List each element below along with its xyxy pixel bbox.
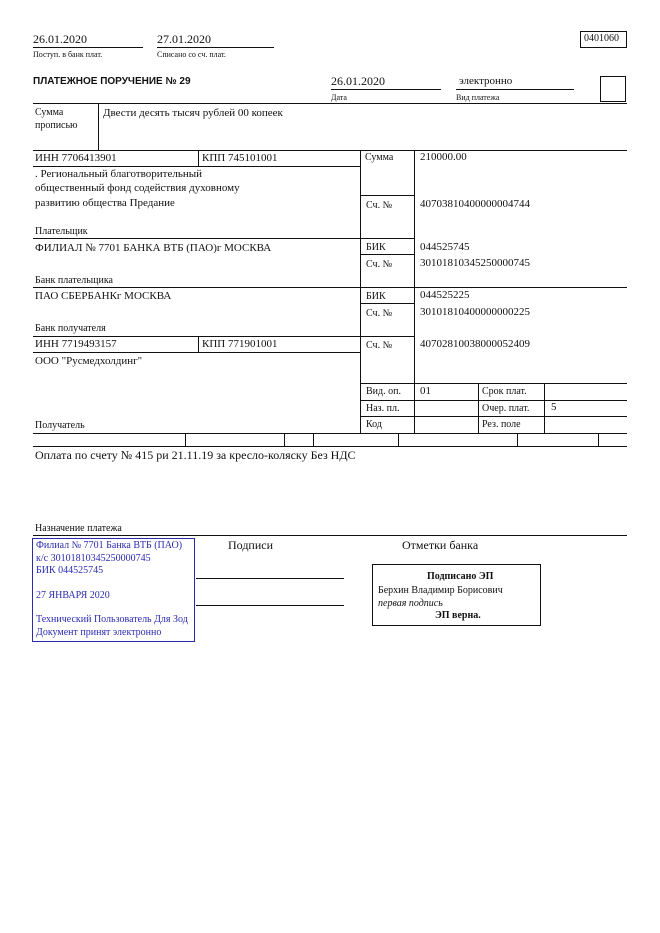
debited-date: 27.01.2020 <box>157 32 211 46</box>
sum-label: Сумма <box>365 152 394 163</box>
divider <box>185 433 186 446</box>
divider <box>360 150 361 433</box>
stamp-bik: БИК 044525745 <box>36 565 104 576</box>
divider <box>398 433 399 446</box>
divider <box>313 433 314 446</box>
bank-marks-label: Отметки банка <box>402 538 479 552</box>
received-label: Поступ. в банк плат. <box>33 50 103 59</box>
divider <box>360 254 414 255</box>
bank-stamp <box>32 538 195 642</box>
divider <box>33 287 627 288</box>
divider <box>33 166 360 167</box>
divider <box>360 400 627 401</box>
form-code-box <box>580 31 627 48</box>
amount-words-label-2: прописью <box>35 120 78 131</box>
payer-inn: ИНН 7706413901 <box>35 152 117 164</box>
divider <box>478 383 479 433</box>
ep-signer-role: первая подпись <box>378 598 443 609</box>
divider <box>33 47 143 48</box>
divider <box>360 416 627 417</box>
form-code: 0401060 <box>584 33 619 44</box>
purpose-text: Оплата по счету № 415 ри 21.11.19 за кресло-коляску Без НДС <box>35 448 356 462</box>
divider <box>598 433 599 446</box>
divider <box>157 47 274 48</box>
ep-title: Подписано ЭП <box>427 571 494 582</box>
divider <box>360 383 627 384</box>
divider <box>33 446 627 447</box>
divider <box>33 352 360 353</box>
vid-op-label: Вид. оп. <box>366 386 401 397</box>
stamp-user: Технический Пользователь Для Зод <box>36 614 188 625</box>
ep-signature-box <box>372 564 541 626</box>
payee-bank-bik-label: БИК <box>366 291 386 302</box>
page-title: ПЛАТЕЖНОЕ ПОРУЧЕНИЕ № 29 <box>33 76 191 87</box>
divider <box>198 336 199 352</box>
payee-label: Получатель <box>35 420 85 431</box>
divider <box>33 535 627 536</box>
payer-bank-bik: 044525745 <box>420 241 470 253</box>
divider <box>198 150 199 166</box>
srok-label: Срок плат. <box>482 386 527 397</box>
payee-kpp: КПП 771901001 <box>202 338 278 350</box>
payer-bank-corr-label: Сч. № <box>366 259 393 270</box>
payee-account-label: Сч. № <box>366 340 393 351</box>
payer-name-2: общественный фонд содействия духовному <box>35 182 240 194</box>
rez-label: Рез. поле <box>482 419 521 430</box>
stamp-accepted: Документ принят электронно <box>36 626 162 638</box>
divider <box>517 433 518 446</box>
divider <box>360 303 414 304</box>
payer-bank-bik-label: БИК <box>366 242 386 253</box>
payment-type: электронно <box>459 75 513 87</box>
payer-bank-corr: 30101810345250000745 <box>420 257 530 269</box>
payee-account: 40702810038000052409 <box>420 338 530 350</box>
kod-label: Код <box>366 419 382 430</box>
amount-words-value: Двести десять тысяч рублей 00 копеек <box>103 107 283 119</box>
payer-label: Плательщик <box>35 226 88 237</box>
payer-name-3: развитию общества Предание <box>35 197 175 209</box>
payee-bank-corr: 30101810400000000225 <box>420 306 530 318</box>
signature-line <box>196 578 344 579</box>
debited-label: Списано со сч. плат. <box>157 50 226 59</box>
order-date-label: Дата <box>331 93 347 102</box>
payment-type-label: Вид платежа <box>456 93 500 102</box>
vid-op: 01 <box>420 385 431 397</box>
divider <box>33 150 627 151</box>
empty-box <box>600 76 626 102</box>
divider <box>544 383 545 433</box>
received-date: 26.01.2020 <box>33 32 87 46</box>
sum-value: 210000.00 <box>420 151 467 163</box>
signature-line <box>196 605 344 606</box>
payee-bank-name: ПАО СБЕРБАНКг МОСКВА <box>35 290 172 302</box>
ep-signer-name: Берхин Владимир Борисович <box>378 585 503 596</box>
payee-inn: ИНН 7719493157 <box>35 338 117 350</box>
amount-words-label: Сумма <box>35 107 64 118</box>
payer-bank-name: ФИЛИАЛ № 7701 БАНКА ВТБ (ПАО)г МОСКВА <box>35 242 272 254</box>
stamp-corr-account: к/с 30101810345250000745 <box>36 552 151 564</box>
divider <box>284 433 285 446</box>
ep-status: ЭП верна. <box>435 610 481 621</box>
naz-pl-label: Наз. пл. <box>366 403 400 414</box>
divider <box>33 336 414 337</box>
payer-bank-label: Банк плательщика <box>35 275 113 286</box>
divider <box>33 433 627 434</box>
divider <box>98 103 99 150</box>
payer-account-label: Сч. № <box>366 200 393 211</box>
payee-bank-bik: 044525225 <box>420 289 470 301</box>
payee-name: ООО "Русмедхолдинг" <box>35 355 143 367</box>
divider <box>33 103 627 104</box>
stamp-date: 27 ЯНВАРЯ 2020 <box>36 589 110 601</box>
signatures-label: Подписи <box>228 538 274 552</box>
payee-bank-label: Банк получателя <box>35 323 106 334</box>
payer-account: 40703810400000004744 <box>420 198 530 210</box>
divider <box>33 238 414 239</box>
ocher: 5 <box>551 401 557 413</box>
divider <box>414 150 415 433</box>
ocher-label: Очер. плат. <box>482 403 530 414</box>
payer-name-1: . Региональный благотворительный <box>35 168 202 180</box>
payee-bank-corr-label: Сч. № <box>366 308 393 319</box>
purpose-label: Назначение платежа <box>35 523 122 534</box>
divider <box>456 89 574 90</box>
payer-kpp: КПП 745101001 <box>202 152 278 164</box>
order-date: 26.01.2020 <box>331 74 385 88</box>
stamp-bank-name: Филиал № 7701 Банка ВТБ (ПАО) <box>36 540 183 551</box>
divider <box>360 195 414 196</box>
divider <box>331 89 441 90</box>
